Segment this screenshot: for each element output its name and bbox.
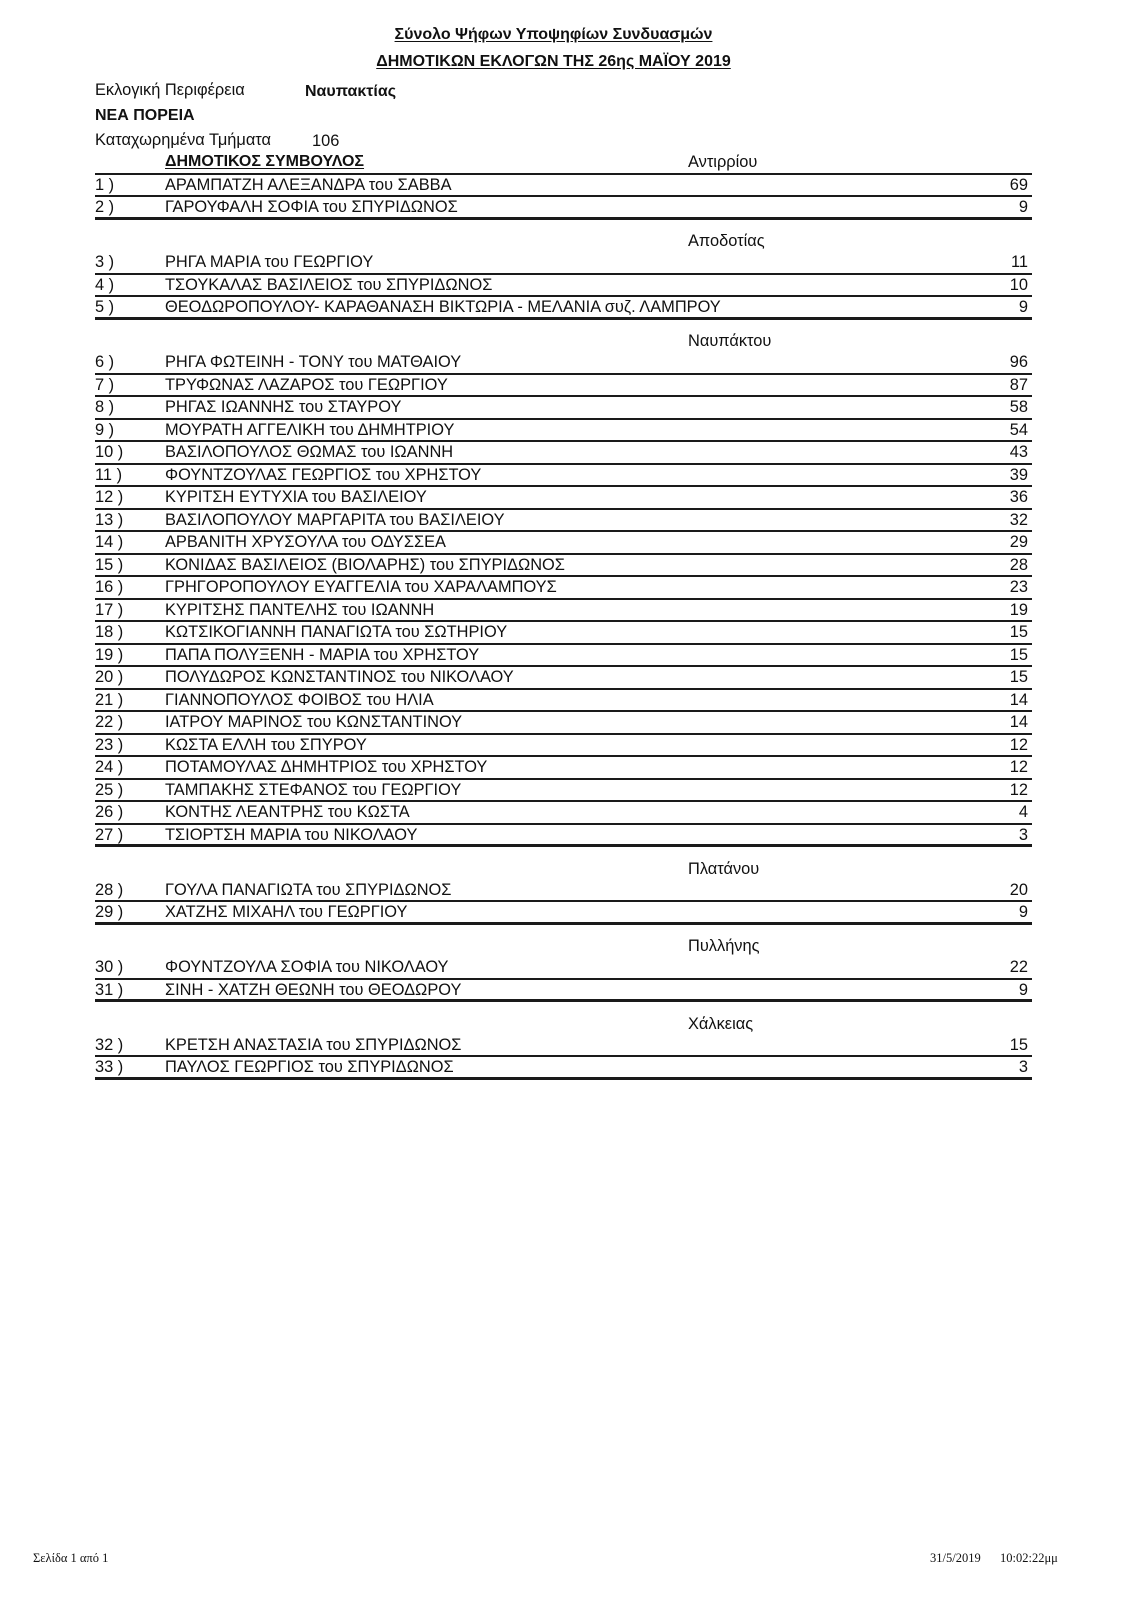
candidate-row [95,397,1032,420]
candidate-name: ΑΡΒΑΝΙΤΗ ΧΡΥΣΟΥΛΑ του ΟΔΥΣΣΕΑ [165,533,446,551]
candidate-name: ΚΩΤΣΙΚΟΓΙΑΝΝΗ ΠΑΝΑΓΙΩΤΑ του ΣΩΤΗΡΙΟΥ [165,623,508,641]
candidate-votes: 12 [1009,780,1028,799]
candidate-row [95,645,1032,668]
candidate-votes: 36 [1009,488,1028,506]
candidate-row [95,880,1032,903]
candidate-votes: 19 [1009,600,1028,619]
candidate-rank: 29 ) [95,903,124,921]
candidate-rank: 13 ) [95,510,124,529]
candidate-rank: 1 ) [95,175,115,194]
candidate-votes: 20 [1009,880,1028,899]
candidate-rank: 22 ) [95,713,124,731]
candidate-name: ΓΡΗΓΟΡΟΠΟΥΛΟΥ ΕΥΑΓΓΕΛΙΑ του ΧΑΡΑΛΑΜΠΟΥΣ [165,578,557,596]
sections-value: 106 [312,132,340,150]
candidate-votes: 12 [1009,735,1028,754]
candidate-row [95,297,1032,320]
area-label-row [95,231,1032,252]
candidate-row [95,690,1032,713]
candidate-votes: 4 [1018,803,1028,821]
candidate-votes: 28 [1009,555,1028,574]
candidate-name: ΜΟΥΡΑΤΗ ΑΓΓΕΛΙΚΗ του ΔΗΜΗΤΡΙΟΥ [165,420,455,439]
candidate-row [95,442,1032,465]
candidate-votes: 87 [1009,375,1028,394]
area-label-row [95,936,1032,957]
candidate-votes: 29 [1009,533,1028,551]
candidate-name: ΚΟΝΙΔΑΣ ΒΑΣΙΛΕΙΟΣ (ΒΙΟΛΑΡΗΣ) του ΣΠΥΡΙΔΩΝΟΣ [165,555,565,574]
area-label-row [95,1014,1032,1035]
candidate-name: ΚΥΡΙΤΣΗ ΕΥΤΥΧΙΑ του ΒΑΣΙΛΕΙΟΥ [165,488,427,506]
candidate-votes: 3 [1018,825,1028,844]
candidate-rank: 11 ) [95,465,123,484]
candidate-name: ΚΩΣΤΑ ΕΛΛΗ του ΣΠΥΡΟΥ [165,735,367,754]
candidate-votes: 9 [1018,198,1028,216]
candidate-name: ΠΑΥΛΟΣ ΓΕΩΡΓΙΟΣ του ΣΠΥΡΙΔΩΝΟΣ [165,1058,454,1076]
candidate-name: ΡΗΓΑ ΜΑΡΙΑ του ΓΕΩΡΓΙΟΥ [165,253,374,271]
candidate-row [95,555,1032,578]
area-label-row [95,331,1032,352]
group-antirrio [95,175,1032,220]
candidate-rank: 14 ) [95,533,124,551]
candidate-name: ΒΑΣΙΛΟΠΟΥΛΟΣ ΘΩΜΑΣ του ΙΩΑΝΝΗ [165,443,454,461]
candidate-votes: 10 [1009,275,1028,294]
candidate-votes: 11 [1010,253,1028,271]
candidate-votes: 58 [1009,398,1028,416]
candidate-votes: 39 [1009,465,1028,484]
group-chalkeia [95,1014,1032,1080]
candidate-name: ΚΥΡΙΤΣΗΣ ΠΑΝΤΕΛΗΣ του ΙΩΑΝΝΗ [165,600,435,619]
candidate-row [95,420,1032,443]
candidate-votes: 69 [1009,175,1028,194]
group-pyllini [95,936,1032,1002]
district-label: Εκλογική Περιφέρεια [95,81,245,99]
candidate-name: ΤΑΜΠΑΚΗΣ ΣΤΕΦΑΝΟΣ του ΓΕΩΡΓΙΟΥ [165,780,462,799]
area-label-row [95,859,1032,880]
candidate-row [95,667,1032,690]
group-nafpaktos [95,331,1032,847]
candidate-row [95,487,1032,510]
candidate-votes: 32 [1009,510,1028,529]
candidate-rank: 8 ) [95,398,115,416]
candidate-rank: 24 ) [95,758,124,776]
candidate-name: ΠΑΠΑ ΠΟΛΥΞΕΝΗ - ΜΑΡΙΑ του ΧΡΗΣΤΟΥ [165,645,480,664]
candidate-name: ΤΣΟΥΚΑΛΑΣ ΒΑΣΙΛΕΙΟΣ του ΣΠΥΡΙΔΩΝΟΣ [165,275,493,294]
candidate-row [95,622,1032,645]
candidate-votes: 15 [1009,623,1028,641]
candidate-row [95,197,1032,220]
candidate-row [95,175,1032,198]
candidate-rank: 7 ) [95,375,115,394]
area-label: Αποδοτίας [688,232,765,250]
candidate-rank: 10 ) [95,443,124,461]
candidate-name: ΓΟΥΛΑ ΠΑΝΑΓΙΩΤΑ του ΣΠΥΡΙΔΩΝΟΣ [165,880,452,899]
candidate-row [95,712,1032,735]
candidate-rank: 25 ) [95,780,124,799]
candidate-name: ΡΗΓΑΣ ΙΩΑΝΝΗΣ του ΣΤΑΥΡΟΥ [165,398,402,416]
candidate-votes: 9 [1018,903,1028,921]
candidate-rank: 23 ) [95,735,124,754]
candidate-name: ΤΣΙΟΡΤΣΗ ΜΑΡΙΑ του ΝΙΚΟΛΑΟΥ [165,825,418,844]
footer-page-number: Σελίδα 1 από 1 [33,1551,109,1565]
area-label: Ναυπάκτου [688,332,772,350]
candidate-rank: 33 ) [95,1058,124,1076]
candidate-row [95,577,1032,600]
candidate-name: ΚΡΕΤΣΗ ΑΝΑΣΤΑΣΙΑ του ΣΠΥΡΙΔΩΝΟΣ [165,1035,462,1054]
area-label: Πυλλήνης [688,937,760,955]
footer-date: 31/5/2019 [930,1551,981,1565]
candidate-row [95,600,1032,623]
group-platanos [95,859,1032,925]
candidate-rank: 21 ) [95,690,124,709]
candidate-rank: 17 ) [95,600,124,619]
candidate-row [95,757,1032,780]
area-label: Πλατάνου [688,859,760,878]
candidate-name: ΚΟΝΤΗΣ ΛΕΑΝΤΡΗΣ του ΚΩΣΤΑ [165,803,410,821]
candidate-row [95,957,1032,980]
sections-label: Καταχωρημένα Τμήματα [95,131,272,149]
candidate-name: ΑΡΑΜΠΑΤΖΗ ΑΛΕΞΑΝΔΡΑ του ΣΑΒΒΑ [165,175,452,194]
candidate-rank: 19 ) [95,645,124,664]
report-subtitle: ΔΗΜΟΤΙΚΩΝ ΕΚΛΟΓΩΝ ΤΗΣ 26ης ΜΑΪΟΥ 2019 [376,53,731,70]
candidate-rank: 12 ) [95,488,124,506]
candidate-rank: 16 ) [95,578,124,596]
candidate-rank: 31 ) [95,980,124,999]
candidate-name: ΡΗΓΑ ΦΩΤΕΙΝΗ - ΤΟΝΥ του ΜΑΤΘΑΙΟΥ [165,353,462,371]
candidate-name: ΒΑΣΙΛΟΠΟΥΛΟΥ ΜΑΡΓΑΡΙΤΑ του ΒΑΣΙΛΕΙΟΥ [165,510,505,529]
candidate-name: ΠΟΛΥΔΩΡΟΣ ΚΩΝΣΤΑΝΤΙΝΟΣ του ΝΙΚΟΛΑΟΥ [165,668,514,686]
candidate-row [95,352,1032,375]
candidate-rank: 3 ) [95,253,115,271]
candidate-rank: 18 ) [95,623,124,641]
candidate-row [95,252,1032,275]
candidate-name: ΙΑΤΡΟΥ ΜΑΡΙΝΟΣ του ΚΩΝΣΤΑΝΤΙΝΟΥ [165,713,463,731]
candidate-row [95,780,1032,803]
candidate-row [95,1057,1032,1080]
candidate-row [95,510,1032,533]
candidate-rank: 32 ) [95,1035,124,1054]
candidate-rank: 27 ) [95,825,124,844]
group-apodotia [95,231,1032,320]
candidate-votes: 54 [1009,420,1028,439]
candidate-name: ΧΑΤΖΗΣ ΜΙΧΑΗΛ του ΓΕΩΡΓΙΟΥ [165,903,408,921]
candidate-votes: 22 [1009,958,1028,976]
candidate-rank: 2 ) [95,198,115,216]
candidate-row [95,735,1032,758]
candidate-rank: 30 ) [95,958,124,976]
report-title: Σύνολο Ψήφων Υποψηφίων Συνδυασμών [394,26,713,43]
candidate-votes: 9 [1018,980,1028,999]
candidate-votes: 3 [1018,1058,1028,1076]
candidate-votes: 12 [1009,758,1028,776]
area-label: Χάλκειας [688,1014,754,1033]
candidate-name: ΓΙΑΝΝΟΠΟΥΛΟΣ ΦΟΙΒΟΣ του ΗΛΙΑ [165,690,434,709]
candidate-name: ΠΟΤΑΜΟΥΛΑΣ ΔΗΜΗΤΡΙΟΣ του ΧΡΗΣΤΟΥ [165,758,488,776]
candidate-rank: 4 ) [95,275,115,294]
area-label: Αντιρρίου [688,153,758,171]
candidate-votes: 15 [1009,1035,1028,1054]
candidate-rank: 26 ) [95,803,124,821]
candidate-votes: 14 [1009,713,1028,731]
candidate-row [95,902,1032,925]
candidate-rank: 6 ) [95,353,115,371]
results-table [95,152,1032,1080]
footer-time: 10:02:22μμ [1000,1551,1058,1565]
candidate-votes: 43 [1009,443,1028,461]
candidate-row [95,980,1032,1003]
candidate-rank: 28 ) [95,880,124,899]
candidate-name: ΦΟΥΝΤΖΟΥΛΑ ΣΟΦΙΑ του ΝΙΚΟΛΑΟΥ [165,958,449,976]
candidate-votes: 96 [1009,353,1028,371]
candidate-votes: 9 [1018,298,1028,316]
candidate-votes: 14 [1009,690,1028,709]
candidate-rank: 9 ) [95,420,115,439]
candidate-row [95,275,1032,298]
party-name: ΝΕΑ ΠΟΡΕΙΑ [95,107,195,124]
column-header-councillor: ΔΗΜΟΤΙΚΟΣ ΣΥΜΒΟΥΛΟΣ [165,153,365,170]
candidate-name: ΓΑΡΟΥΦΑΛΗ ΣΟΦΙΑ του ΣΠΥΡΙΔΩΝΟΣ [165,198,458,216]
candidate-rank: 20 ) [95,668,124,686]
candidate-row [95,465,1032,488]
candidate-name: ΦΟΥΝΤΖΟΥΛΑΣ ΓΕΩΡΓΙΟΣ του ΧΡΗΣΤΟΥ [165,465,482,484]
candidate-votes: 15 [1009,645,1028,664]
candidate-name: ΣΙΝΗ - ΧΑΤΖΗ ΘΕΩΝΗ του ΘΕΟΔΩΡΟΥ [165,980,462,999]
candidate-rank: 15 ) [95,555,124,574]
table-header [95,152,1032,175]
candidate-row [95,1035,1032,1058]
candidate-rank: 5 ) [95,298,115,316]
candidate-name: ΤΡΥΦΩΝΑΣ ΛΑΖΑΡΟΣ του ΓΕΩΡΓΙΟΥ [165,375,448,394]
candidate-votes: 15 [1009,668,1028,686]
candidate-row [95,532,1032,555]
candidate-votes: 23 [1009,578,1028,596]
candidate-row [95,802,1032,825]
district-value: Ναυπακτίας [305,83,397,100]
candidate-name: ΘΕΟΔΩΡΟΠΟΥΛΟΥ- ΚΑΡΑΘΑΝΑΣΗ ΒΙΚΤΩΡΙΑ - ΜΕΛΑΝΙΑ συζ. ΛΑΜΠΡΟΥ [165,298,721,316]
candidate-row [95,825,1032,848]
candidate-row [95,375,1032,398]
